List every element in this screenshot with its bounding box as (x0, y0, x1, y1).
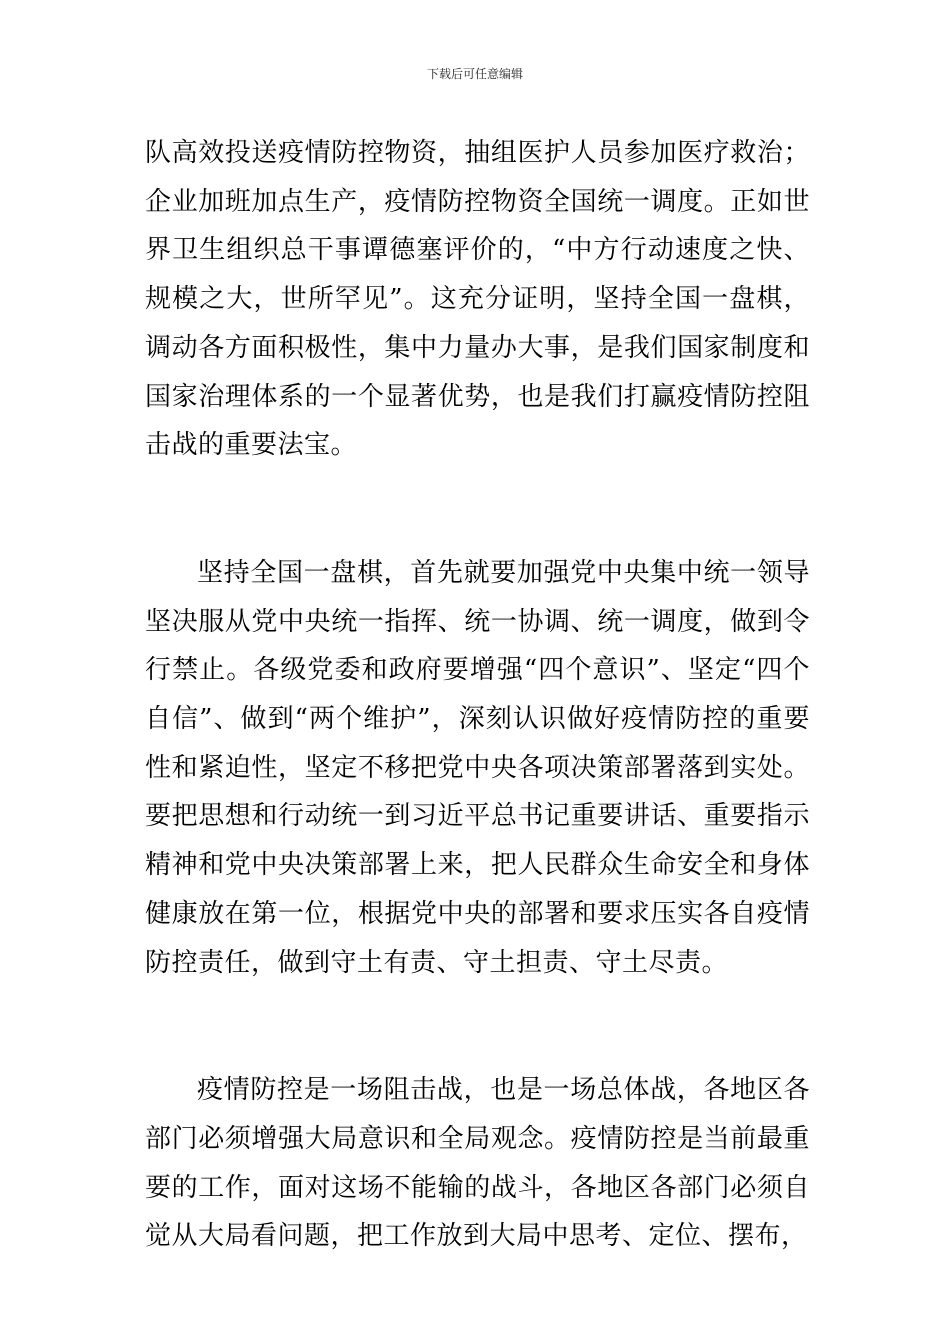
document-body (145, 129, 810, 1261)
page-header-note: 下载后可任意编辑 (426, 67, 523, 81)
paragraph-leadership: 坚持全国一盘棋，首先就要加强党中央集中统一领导坚决服从党中央统一指挥、统一协调、统一调度，做到令行禁止。各级党委和政府要增强“四个意识”、坚定“四个自信”、做到“两个维护”，深刻认识做好疫情防控的重要性和紧迫性，坚定不移把党中央各项决策部署落到实处。要把思想和行动统一到习近平总书记重要讲话、重要指示精神和党中央决策部署上来，把人民群众生命安全和身体健康放在第一位，根据党中央的部署和要求压实各自疫情防控责任，做到守土有责、守土担责、守土尽责。 (145, 557, 810, 978)
paragraph-gap (145, 987, 810, 1066)
paragraph-gap (145, 470, 810, 549)
paragraph-continuation: 队高效投送疫情防控物资，抽组医护人员参加医疗救治；企业加班加点生产，疫情防控物资全国统一调度。正如世界卫生组织总干事谭德塞评价的，“中方行动速度之快、规模之大，世所罕见”。这充分证明，坚持全国一盘棋，调动各方面积极性，集中力量办大事，是我们国家制度和国家治理体系的一个显著优势，也是我们打赢疫情防控阻击战的重要法宝。 (145, 138, 810, 461)
paragraph-overall-war: 疫情防控是一场阻击战，也是一场总体战，各地区各部门必须增强大局意识和全局观念。疫情防控是当前最重要的工作，面对这场不能输的战斗，各地区各部门必须自觉从大局看问题，把工作放到大局中思考、定位、摆布， (145, 1075, 810, 1252)
